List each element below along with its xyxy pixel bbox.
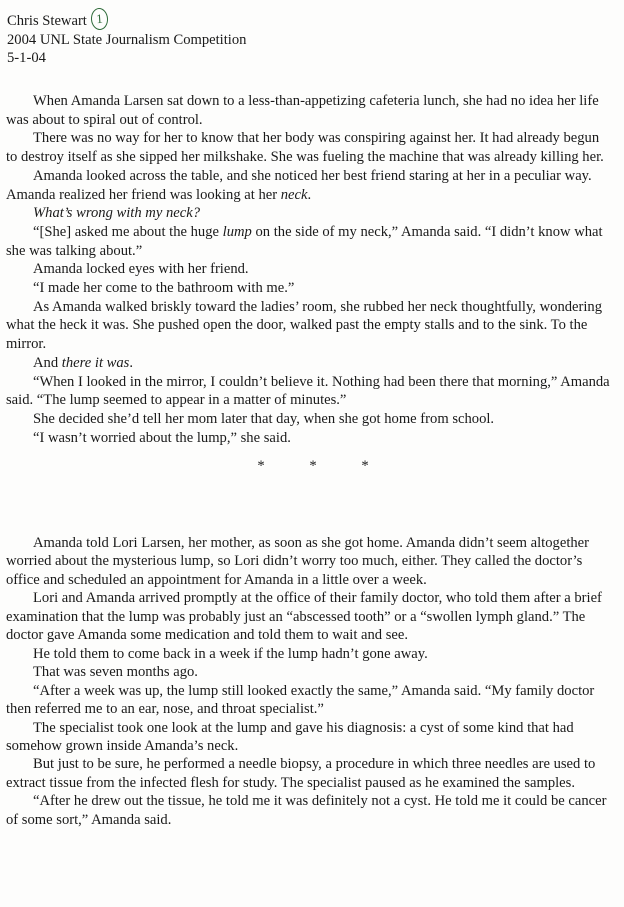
paragraph: She decided she’d tell her mom later that day, when she got home from school.: [33, 410, 495, 427]
story-section-1: [6, 92, 612, 506]
author-name: Chris Stewart: [7, 13, 87, 29]
paragraph: “I wasn’t worried about the lump,” she said.: [33, 429, 291, 446]
paragraph: What’s wrong with my neck?: [33, 205, 201, 222]
paragraph: “[She] asked me about the huge lump on the side of my neck,” Amanda said. “I didn’t know what she was talking about.”: [6, 223, 603, 259]
paragraph: He told them to come back in a week if the lump hadn’t gone away.: [33, 645, 428, 662]
paragraph: “I made her come to the bathroom with me.”: [33, 280, 295, 297]
paragraph: “When I looked in the mirror, I couldn’t believe it. Nothing had been there that morning,” Amanda said. “The lump seemed to appear in a matter of minutes.”: [6, 373, 610, 409]
paragraph: And there it was.: [33, 354, 134, 371]
paragraph: Amanda told Lori Larsen, her mother, as soon as she got home. Amanda didn’t seem altogether worried about the mysterious lump, so Lori didn’t worry too much, either. They called the doctor’s office and scheduled an appointment for Amanda in a little over a week.: [6, 535, 590, 588]
document-header: [7, 10, 246, 67]
paragraph: The specialist took one look at the lump and gave his diagnosis: a cyst of some kind that had somehow grown inside Amanda’s neck.: [6, 719, 574, 754]
separator-asterisk: *: [361, 458, 369, 475]
paragraph: Amanda looked across the table, and she noticed her best friend staring at her in a peculiar way. Amanda realized her friend was looking at her neck.: [6, 167, 592, 203]
paragraph: As Amanda walked briskly toward the ladies’ room, she rubbed her neck thoughtfully, wondering what the heck it was. She pushed open the door, walked past the empty stalls and to the sink. To the mirror.: [6, 298, 603, 353]
paragraph: That was seven months ago.: [33, 664, 198, 681]
paragraph: There was no way for her to know that her body was conspiring against her. It had already begun to destroy itself as she sipped her milkshake. She was fueling the machine that was already killing her.: [6, 130, 604, 166]
document-date: 5-1-04: [7, 49, 46, 66]
paragraph: “After he drew out the tissue, he told me it was definitely not a cyst. He told me it could be cancer of some sort,” Amanda said.: [6, 793, 607, 828]
story-section-2: [6, 534, 612, 829]
page-number-circled: 1: [90, 7, 108, 30]
paragraph: But just to be sure, he performed a needle biopsy, a procedure in which three needles are used to extract tissue from the infected flesh for study. The specialist paused as he examined the samples.: [6, 756, 596, 791]
paragraph: Amanda locked eyes with her friend.: [33, 261, 249, 278]
paragraph: “After a week was up, the lump still looked exactly the same,” Amanda said. “My family doctor then referred me to an ear, nose, and throat specialist.”: [6, 682, 595, 718]
separator-asterisk: *: [309, 458, 317, 475]
separator-asterisk: *: [257, 458, 265, 475]
author-line: [7, 10, 246, 32]
paragraph: When Amanda Larsen sat down to a less-than-appetizing cafeteria lunch, she had no idea her life was about to spiral out of control.: [6, 93, 599, 128]
paragraph: Lori and Amanda arrived promptly at the office of their family doctor, who told them after a brief examination that the lump was probably just an “abscessed tooth” or a “swollen lymph gland.” The doctor gave Amanda some medication and told them to wait and see.: [6, 590, 602, 644]
section-separator: [6, 457, 612, 476]
competition-name: 2004 UNL State Journalism Competition: [7, 32, 247, 48]
